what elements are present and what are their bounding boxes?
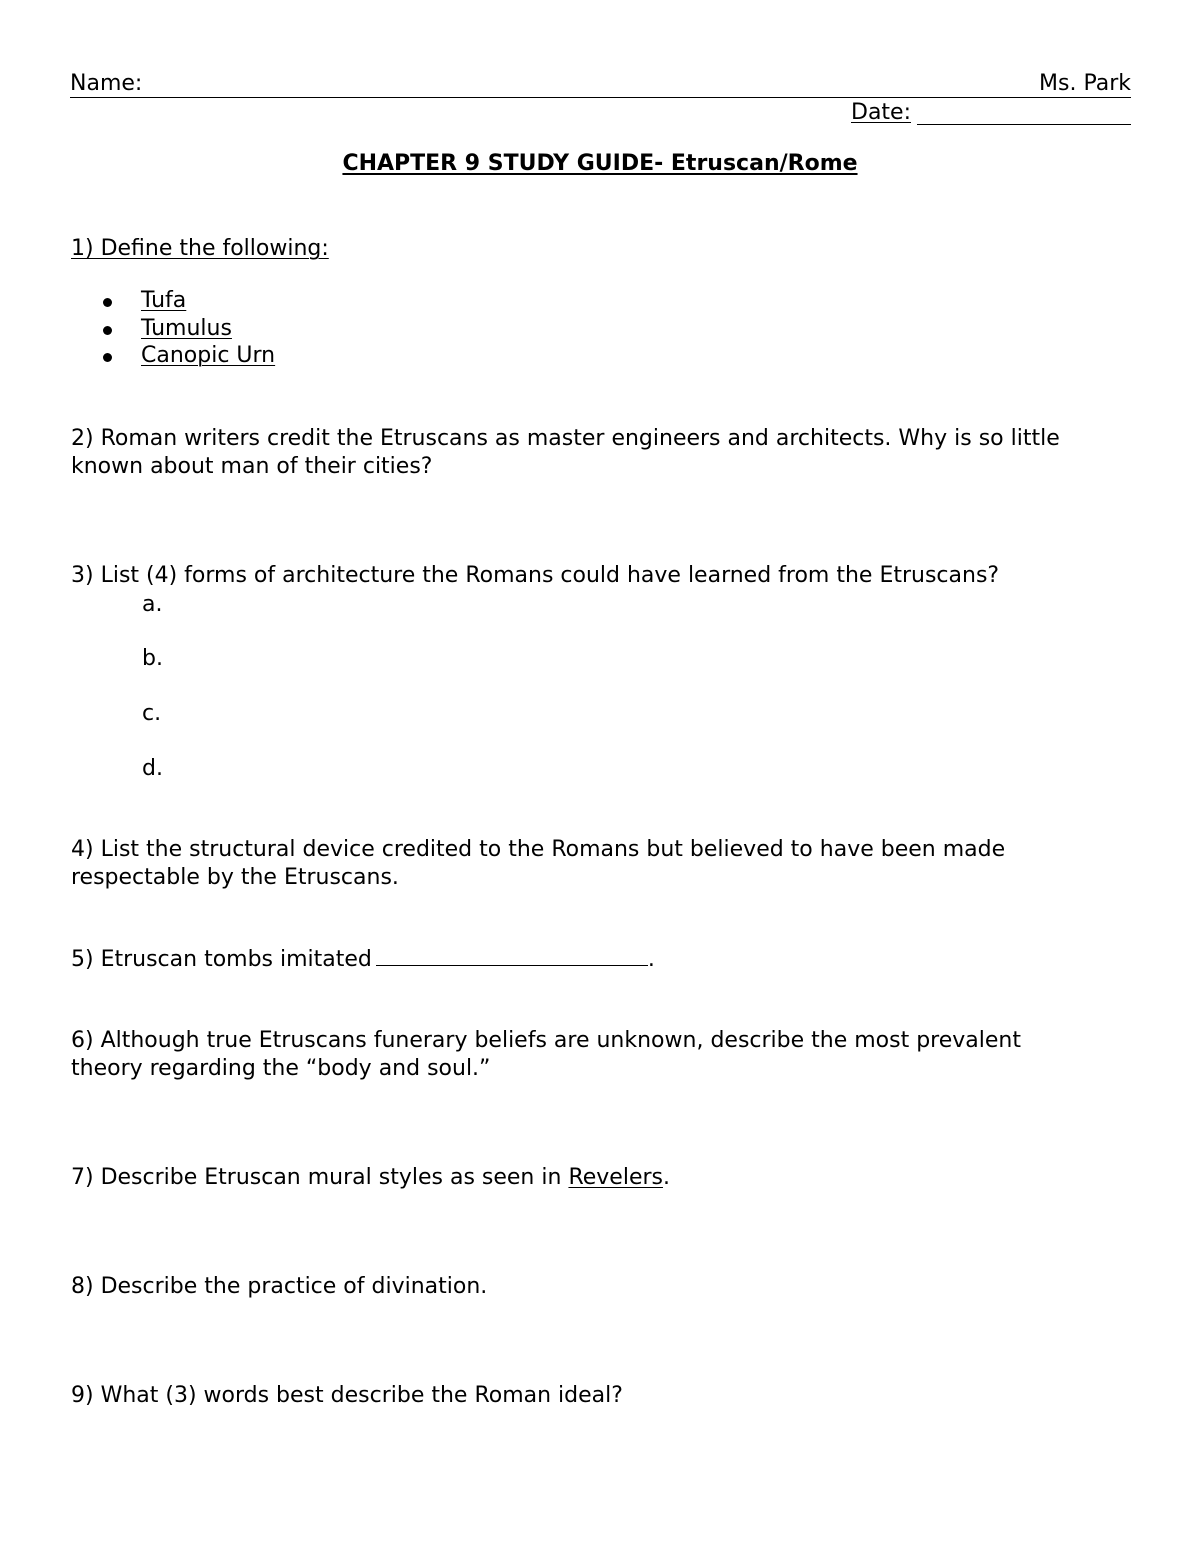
question-5-prefix: 5) Etruscan tombs imitated (71, 947, 372, 972)
page-title-text: CHAPTER 9 STUDY GUIDE- Etruscan/Rome (342, 151, 858, 176)
question-3-prompt: 3) List (4) forms of architecture the Romans could have learned from the Etruscans? (71, 563, 1000, 588)
question-6-line-2: theory regarding the “body and soul.” (71, 1056, 491, 1081)
question-2-line-2: known about man of their cities? (71, 454, 433, 479)
date-label: Date: (851, 100, 911, 125)
name-line[interactable] (70, 73, 1131, 98)
date-blank[interactable] (917, 104, 1131, 125)
answer-item-d: d. (142, 756, 163, 781)
question-4-line-1: 4) List the structural device credited to the Romans but believed to have been made (71, 837, 1006, 862)
question-2-line-1: 2) Roman writers credit the Etruscans as master engineers and architects. Why is so little (71, 426, 1060, 451)
page-title (0, 153, 1200, 175)
name-label: Name: (70, 71, 143, 96)
question-2 (71, 425, 1060, 481)
question-7-suffix: . (662, 1165, 670, 1190)
question-6-line-1: 6) Although true Etruscans funerary beliefs are unknown, describe the most prevalent (71, 1028, 1021, 1053)
bullet-icon (103, 353, 112, 362)
term-tufa: Tufa (141, 288, 187, 313)
answer-item-a: a. (142, 592, 163, 617)
answer-item-b: b. (142, 646, 163, 671)
term-canopic-urn: Canopic Urn (141, 343, 276, 368)
bullet-icon (103, 298, 112, 307)
question-5-blank[interactable] (376, 945, 648, 966)
question-4 (71, 836, 1005, 892)
question-5 (71, 945, 655, 974)
question-9: 9) What (3) words best describe the Roman ideal? (71, 1383, 623, 1408)
question-7-prefix: 7) Describe Etruscan mural styles as seen in (71, 1165, 562, 1190)
term-tumulus: Tumulus (141, 315, 232, 341)
question-7 (71, 1164, 670, 1192)
question-4-line-2: respectable by the Etruscans. (71, 865, 399, 890)
question-6 (71, 1027, 1021, 1083)
question-7-work-title: Revelers (568, 1165, 663, 1190)
question-5-suffix: . (647, 947, 655, 972)
bullet-icon (103, 326, 112, 335)
question-1-prompt: 1) Define the following: (71, 236, 329, 261)
answer-item-c: c. (142, 701, 162, 726)
question-8: 8) Describe the practice of divination. (71, 1274, 488, 1299)
date-line (851, 100, 1131, 124)
teacher-name: Ms. Park (1039, 71, 1131, 96)
